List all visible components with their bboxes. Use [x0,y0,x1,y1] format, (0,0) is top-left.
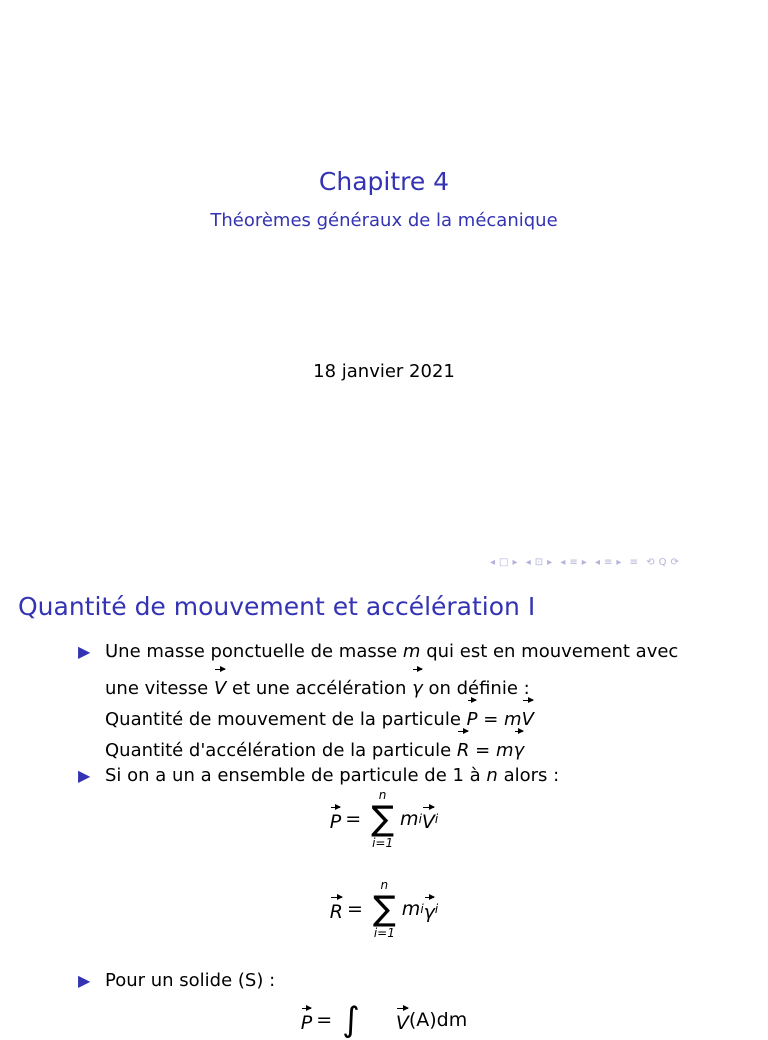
text: et une accélération [226,678,413,699]
text: une vitesse [105,678,214,699]
sum-lower-limit: i=1 [373,926,395,940]
text: Une masse ponctuelle de masse [105,641,403,662]
nav-document-icon[interactable]: ≡ [629,557,640,568]
equation-momentum-sum [0,788,768,850]
summation [371,788,394,850]
nav-frame-icon[interactable]: □ [499,557,510,568]
text: on définie : [422,678,530,699]
nav-next-subsection-icon[interactable]: ▸ [547,557,554,568]
bullet-triangle-icon: ▶ [78,766,91,785]
text: Quantité de mouvement de la particule [105,709,467,730]
text: alors : [497,765,560,786]
text: Si on a un a ensemble de particule de 1 à [105,765,487,786]
nav-section-icon[interactable]: ≡ [569,557,579,568]
nav-subsection-icon[interactable]: ⊡ [534,557,545,568]
vector-p: P [330,805,341,833]
vector-v: V [396,1006,409,1034]
nav-next-part-icon[interactable]: ▸ [616,557,623,568]
subscript: i [418,812,422,826]
summation [373,878,396,940]
subscript: i [434,812,439,826]
mass-symbol: m [504,709,522,730]
equals: = [316,1009,333,1031]
vector-v: V [422,805,435,833]
vector-gamma: γ [412,667,423,704]
sigma-icon: ∑ [372,889,396,929]
vector-gamma: γ [424,895,435,923]
nav-prev-frame-icon[interactable]: ◂ [490,557,497,568]
nav-back-icon[interactable]: ⟲ [646,557,656,568]
nav-forward-icon[interactable]: ⟳ [670,557,680,568]
equals: = [469,740,496,761]
nav-next-section-icon[interactable]: ▸ [581,557,588,568]
equation-solid-momentum [0,1000,768,1040]
chapter-subtitle: Théorèmes généraux de la mécanique [210,210,558,231]
text: (A)dm [408,1009,468,1031]
mass-symbol: m [401,898,421,920]
date: 18 janvier 2021 [313,361,455,382]
bullet-1-text [105,636,745,760]
equals: = [345,808,362,830]
equation-acceleration-sum [0,878,768,940]
nav-part-icon[interactable]: ≡ [604,557,614,568]
integral-icon: ∫ [342,1000,360,1040]
text: Quantité d'accélération de la particule [105,740,457,761]
bullet-triangle-icon: ▶ [78,971,91,990]
vector-p: P [467,698,478,735]
frame-title: Quantité de mouvement et accélération I [18,592,536,621]
subscript: i [434,902,439,916]
bullet-triangle-icon: ▶ [78,642,91,661]
text: qui est en mouvement avec [420,641,679,662]
chapter-title: Chapitre 4 [318,167,450,196]
vector-r: R [457,729,470,766]
equals: = [477,709,505,730]
subscript: i [420,902,424,916]
nav-search-icon[interactable]: Q [658,557,668,568]
mass-symbol: m [495,740,514,761]
vector-v: V [522,698,534,735]
content-slide [0,576,768,1040]
vector-v: V [214,667,226,704]
nav-prev-section-icon[interactable]: ◂ [560,557,567,568]
sum-upper-limit: n [378,788,387,802]
n-symbol: n [486,765,498,786]
mass-symbol: m [402,641,421,662]
sum-lower-limit: i=1 [372,836,394,850]
nav-next-frame-icon[interactable]: ▸ [512,557,519,568]
bullet-3-text [105,965,745,996]
equals: = [346,898,363,920]
nav-prev-subsection-icon[interactable]: ◂ [525,557,532,568]
sigma-icon: ∑ [371,799,395,839]
vector-gamma: γ [514,729,525,766]
text: Pour un solide (S) : [105,970,276,991]
navigation-bar [490,555,765,571]
sum-upper-limit: n [380,878,389,892]
mass-symbol: m [400,808,419,830]
vector-p: P [301,1006,312,1034]
vector-r: R [330,895,343,923]
nav-prev-part-icon[interactable]: ◂ [594,557,602,568]
bullet-2-text [105,760,745,791]
